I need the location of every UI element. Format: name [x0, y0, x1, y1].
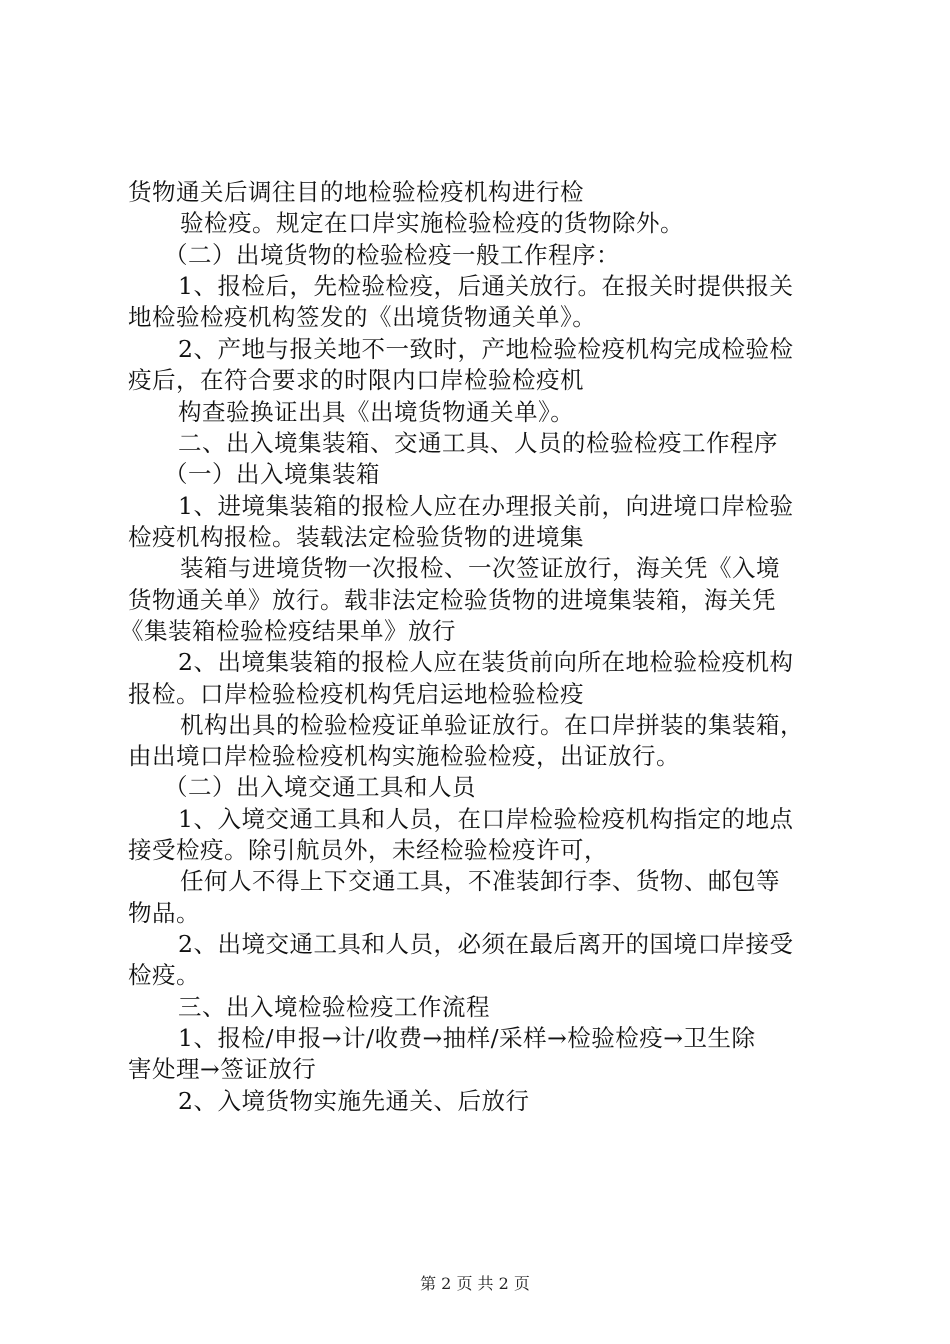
text-line: 1、报检后，先检验检疫，后通关放行。在报关时提供报关	[178, 272, 794, 300]
text-line: 构查验换证出具《出境货物通关单》。	[178, 398, 575, 426]
text-line: 1、进境集装箱的报检人应在办理报关前，向进境口岸检验	[178, 492, 794, 520]
text-line: 疫后，在符合要求的时限内口岸检验检疫机	[128, 366, 584, 394]
text-line: 害处理→签证放行	[128, 1055, 317, 1083]
text-line: 《集装箱检验检疫结果单》放行	[120, 617, 456, 645]
text-line: 由出境口岸检验检疫机构实施检验检疫，出证放行。	[128, 742, 680, 770]
text-line: 1、报检/申报→计/收费→抽样/采样→检验检疫→卫生除	[178, 1024, 756, 1052]
text-line: 机构出具的检验检疫证单验证放行。在口岸拼装的集装箱，	[180, 711, 804, 739]
text-line: 2、出境集装箱的报检人应在装货前向所在地检验检疫机构	[178, 648, 794, 676]
text-line: 装箱与进境货物一次报检、一次签证放行，海关凭《入境	[180, 554, 780, 582]
text-line: 检疫。	[128, 961, 200, 989]
section-subheading: （一）出入境集装箱	[164, 460, 380, 488]
text-line: 报检。口岸检验检疫机构凭启运地检验检疫	[128, 680, 584, 708]
text-line: 2、出境交通工具和人员，必须在最后离开的国境口岸接受	[178, 930, 794, 958]
text-line: 货物通关单》放行。载非法定检验货物的进境集装箱，海关凭	[128, 586, 776, 614]
text-line: 地检验检疫机构签发的《出境货物通关单》。	[128, 303, 597, 331]
text-line: 2、产地与报关地不一致时，产地检验检疫机构完成检验检	[178, 335, 794, 363]
page-number-footer: 第 2 页 共 2 页	[420, 1274, 530, 1293]
text-line: 接受检疫。除引航员外，未经检验检疫许可，	[128, 836, 608, 864]
text-line: 任何人不得上下交通工具，不准装卸行李、货物、邮包等	[180, 867, 780, 895]
text-line: 1、入境交通工具和人员，在口岸检验检疫机构指定的地点	[178, 805, 794, 833]
text-line: 2、入境货物实施先通关、后放行	[178, 1087, 530, 1115]
section-heading: 三、出入境检验检疫工作流程	[178, 993, 490, 1021]
section-subheading: （二）出境货物的检验检疫一般工作程序：	[164, 241, 620, 269]
section-heading: 二、出入境集装箱、交通工具、人员的检验检疫工作程序	[178, 429, 778, 457]
text-line: 验检疫。规定在口岸实施检验检疫的货物除外。	[180, 209, 684, 237]
text-line: 物品。	[128, 899, 200, 927]
section-subheading: （二）出入境交通工具和人员	[164, 773, 476, 801]
text-line: 货物通关后调往目的地检验检疫机构进行检	[128, 178, 584, 206]
text-line: 检疫机构报检。装载法定检验货物的进境集	[128, 523, 584, 551]
